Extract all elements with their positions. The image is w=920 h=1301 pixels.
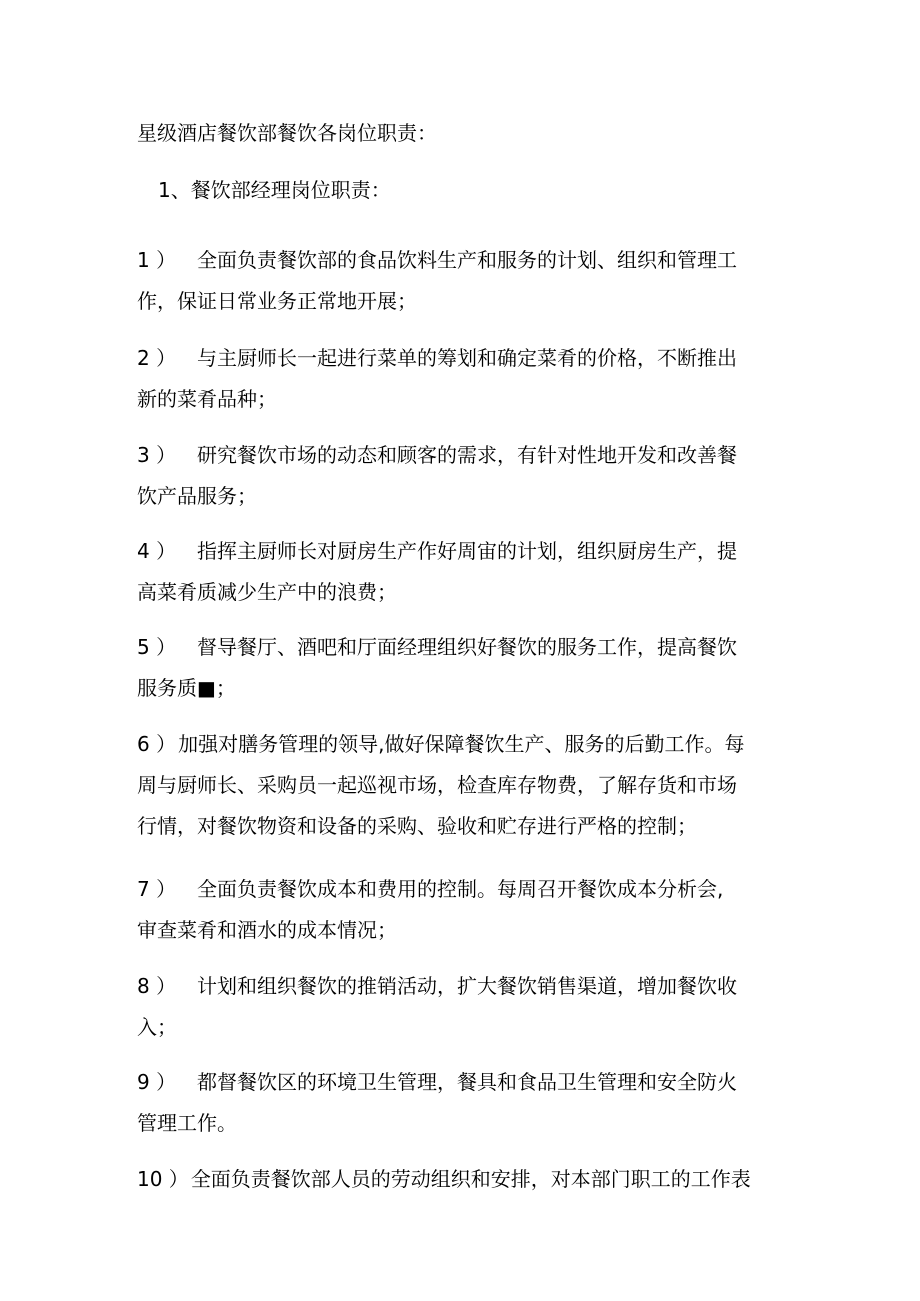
item-text: 全面负责餐饮部人员的劳动组织和安排，对本部门职工的工作表	[190, 1167, 751, 1191]
item-text-continued: 高菜肴质减少生产中的浪费；	[137, 580, 397, 604]
item-text-continued: 审查菜肴和酒水的成本情况；	[137, 918, 397, 942]
item-text-continued: 周与厨师长、采购员一起巡视市场，检查库存物费，了解存货和市场	[137, 773, 737, 797]
document-title: 星级酒店餐饮部餐饮各岗位职责：	[137, 121, 437, 145]
item-number: 10 ）	[137, 1167, 189, 1191]
item-number: 4 ）	[137, 539, 177, 563]
item-text: 研究餐饮市场的动态和顾客的需求，有针对性地开发和改善餐	[197, 443, 737, 467]
item-number: 1 ）	[137, 248, 177, 272]
item-text-continued: 入；	[137, 1015, 177, 1039]
item-text-continued: 作，保证日常业务正常地开展；	[137, 289, 417, 313]
item-text: 指挥主厨师长对厨房生产作好周宙的计划，组织厨房生产，提	[197, 539, 737, 563]
item-text-continued: 饮产品服务；	[137, 484, 257, 508]
item-number: 8 ）	[137, 974, 177, 998]
item-text: 计划和组织餐饮的推销活动，扩大餐饮销售渠道，增加餐饮收	[197, 974, 737, 998]
item-number: 9 ）	[137, 1070, 177, 1094]
item-number: 2 ）	[137, 346, 177, 370]
section-heading: 1、餐饮部经理岗位职责：	[158, 178, 391, 202]
item-text: 全面负责餐饮部的食品饮料生产和服务的计划、组织和管理工	[197, 248, 737, 272]
item-text: 督导餐厅、酒吧和厅面经理组织好餐饮的服务工作，提高餐饮	[197, 635, 737, 659]
item-number: 7 ）	[137, 877, 177, 901]
item-text: 全面负责餐饮成本和费用的控制。每周召开餐饮成本分析会,	[197, 877, 724, 901]
item-text: 与主厨师长一起进行菜单的筹划和确定菜肴的价格，不断推出	[197, 346, 737, 370]
item-text-continued: 行情，对餐饮物资和设备的采购、验收和贮存进行严格的控制；	[137, 814, 697, 838]
item-text-continued: 管理工作。	[137, 1111, 237, 1135]
item-text: 都督餐饮区的环境卫生管理，餐具和食品卫生管理和安全防火	[197, 1070, 737, 1094]
item-number: 6 ）	[137, 732, 177, 756]
item-text-continued: 新的菜肴品种；	[137, 387, 277, 411]
item-number: 3 ）	[137, 443, 177, 467]
item-text: 加强对膳务管理的领导,做好保障餐饮生产、服务的后勤工作。每	[178, 732, 745, 756]
item-number: 5 ）	[137, 635, 177, 659]
item-text-continued: 服务质■；	[137, 676, 236, 700]
